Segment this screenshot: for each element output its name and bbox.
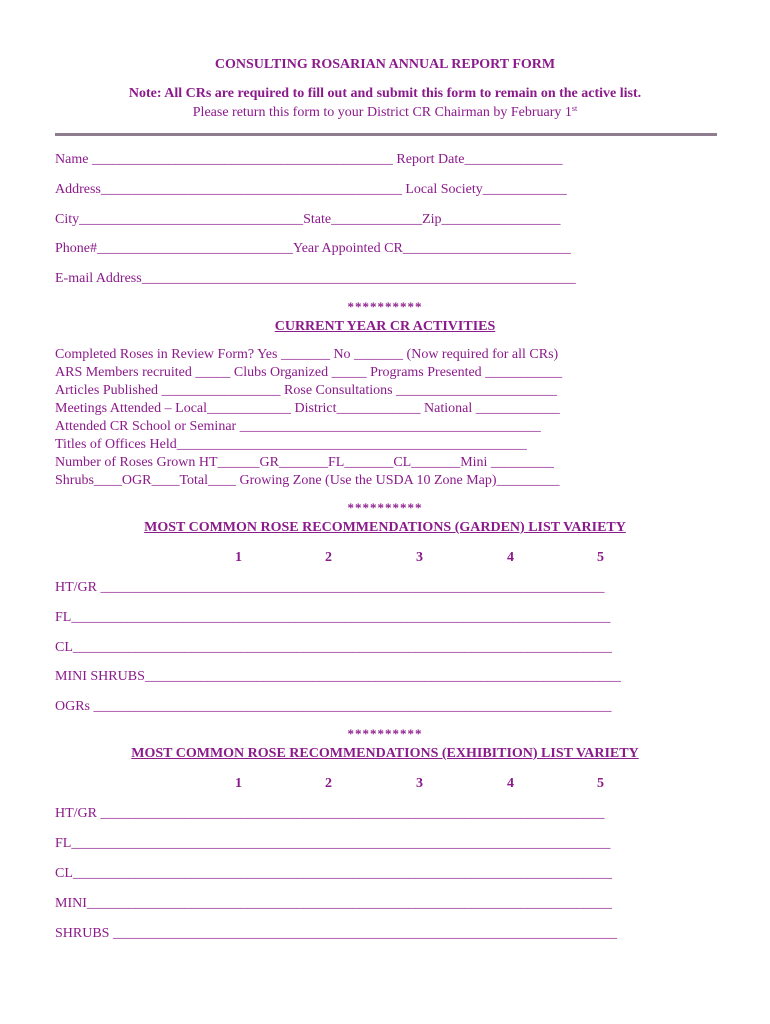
exhibition-row-mini[interactable]: MINI___________________________________________________________________________: [55, 896, 612, 911]
exhibition-row-htgr[interactable]: HT/GR ________________________________________________________________________: [55, 806, 605, 821]
activity-line[interactable]: Shrubs____OGR____Total____ Growing Zone (Use the USDA 10 Zone Map)_________: [55, 473, 560, 488]
return-superscript: st: [571, 104, 578, 113]
column-number: 3: [416, 550, 423, 565]
garden-row-mini-shrubs[interactable]: MINI SHRUBS____________________________________________________________________: [55, 669, 621, 684]
exhibition-row-cl[interactable]: CL_____________________________________________________________________________: [55, 866, 612, 881]
address-local-society-field[interactable]: Address___________________________________________ Local Society____________: [55, 182, 567, 197]
garden-row-cl[interactable]: CL_____________________________________________________________________________: [55, 640, 612, 655]
exhibition-row-fl[interactable]: FL_____________________________________________________________________________: [55, 836, 611, 851]
exhibition-row-shrubs[interactable]: SHRUBS ________________________________________________________________________: [55, 926, 617, 941]
activity-line[interactable]: Attended CR School or Seminar ___________________________________________: [55, 419, 541, 434]
column-number: 5: [597, 776, 604, 791]
column-number: 1: [235, 550, 242, 565]
garden-row-ogrs[interactable]: OGRs __________________________________________________________________________: [55, 699, 612, 714]
name-report-date-field[interactable]: Name ___________________________________________ Report Date______________: [55, 152, 563, 167]
activities-heading: CURRENT YEAR CR ACTIVITIES: [274, 319, 496, 334]
activity-line[interactable]: Titles of Offices Held__________________________________________________: [55, 437, 527, 452]
garden-row-fl[interactable]: FL_____________________________________________________________________________: [55, 610, 611, 625]
section-separator: **********: [347, 726, 423, 741]
header-divider: [55, 133, 717, 136]
section-separator: **********: [347, 500, 423, 515]
column-number: 5: [597, 550, 604, 565]
column-number: 4: [507, 550, 514, 565]
activity-line[interactable]: Meetings Attended – Local____________ District____________ National ____________: [55, 401, 560, 416]
email-address-field[interactable]: E-mail Address______________________________________________________________: [55, 271, 576, 286]
activity-line[interactable]: Articles Published _________________ Rose Consultations _______________________: [55, 383, 558, 398]
return-instructions: [0, 104, 770, 121]
column-number: 2: [325, 550, 332, 565]
section-separator: **********: [347, 299, 423, 314]
column-number: 1: [235, 776, 242, 791]
activity-line[interactable]: Completed Roses in Review Form? Yes _______ No _______ (Now required for all CRs): [55, 347, 559, 362]
form-title: CONSULTING ROSARIAN ANNUAL REPORT FORM: [214, 57, 556, 72]
city-state-zip-field[interactable]: City________________________________State_____________Zip_________________: [55, 212, 561, 227]
form-note: Note: All CRs are required to fill out and submit this form to remain on the active list.: [128, 86, 642, 101]
activity-line[interactable]: Number of Roses Grown HT______GR_______FL_______CL_______Mini _________: [55, 455, 554, 470]
garden-row-htgr[interactable]: HT/GR ________________________________________________________________________: [55, 580, 605, 595]
garden-list-heading: MOST COMMON ROSE RECOMMENDATIONS (GARDEN) LIST VARIETY: [144, 520, 626, 535]
exhibition-list-heading: MOST COMMON ROSE RECOMMENDATIONS (EXHIBITION) LIST VARIETY: [131, 746, 639, 761]
phone-year-appointed-field[interactable]: Phone#____________________________Year Appointed CR________________________: [55, 241, 571, 256]
column-number: 2: [325, 776, 332, 791]
column-number: 4: [507, 776, 514, 791]
activity-line[interactable]: ARS Members recruited _____ Clubs Organized _____ Programs Presented ___________: [55, 365, 563, 380]
return-text: Please return this form to your District CR Chairman by February 1: [192, 105, 572, 120]
column-number: 3: [416, 776, 423, 791]
